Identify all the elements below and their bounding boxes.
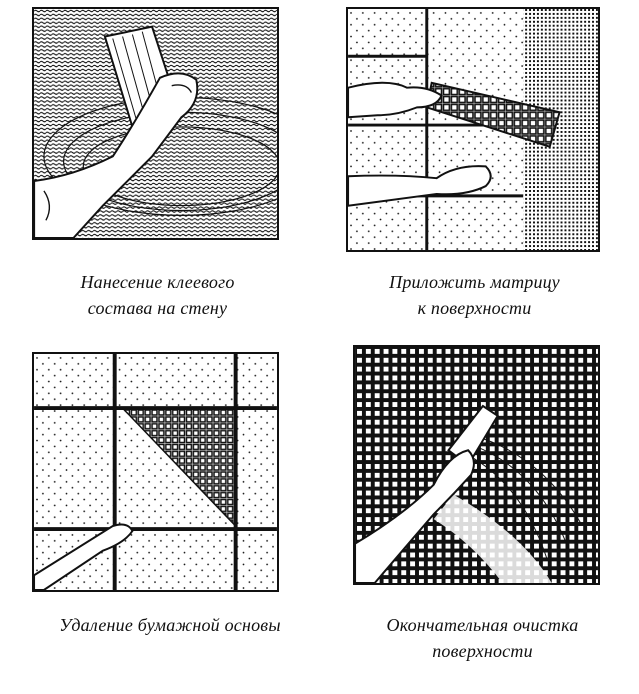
final-cleaning-drawing bbox=[355, 347, 598, 583]
peel-paper-backing-illustration bbox=[32, 352, 279, 592]
caption-press-matrix: Приложить матрицу к поверхности bbox=[389, 272, 560, 318]
press-mosaic-sheet-illustration bbox=[346, 7, 600, 252]
adhesive-swirl-drawing bbox=[34, 9, 277, 238]
mosaic-press-drawing bbox=[348, 9, 598, 250]
paper-removal-drawing bbox=[34, 354, 277, 590]
apply-adhesive-illustration bbox=[32, 7, 279, 240]
caption-remove-paper: Удаление бумажной основы bbox=[59, 615, 281, 635]
caption-apply-adhesive: Нанесение клеевого состава на стену bbox=[80, 272, 235, 318]
caption-final-cleaning: Окончательная очистка поверхности bbox=[386, 615, 579, 661]
final-cleaning-illustration bbox=[353, 345, 600, 585]
